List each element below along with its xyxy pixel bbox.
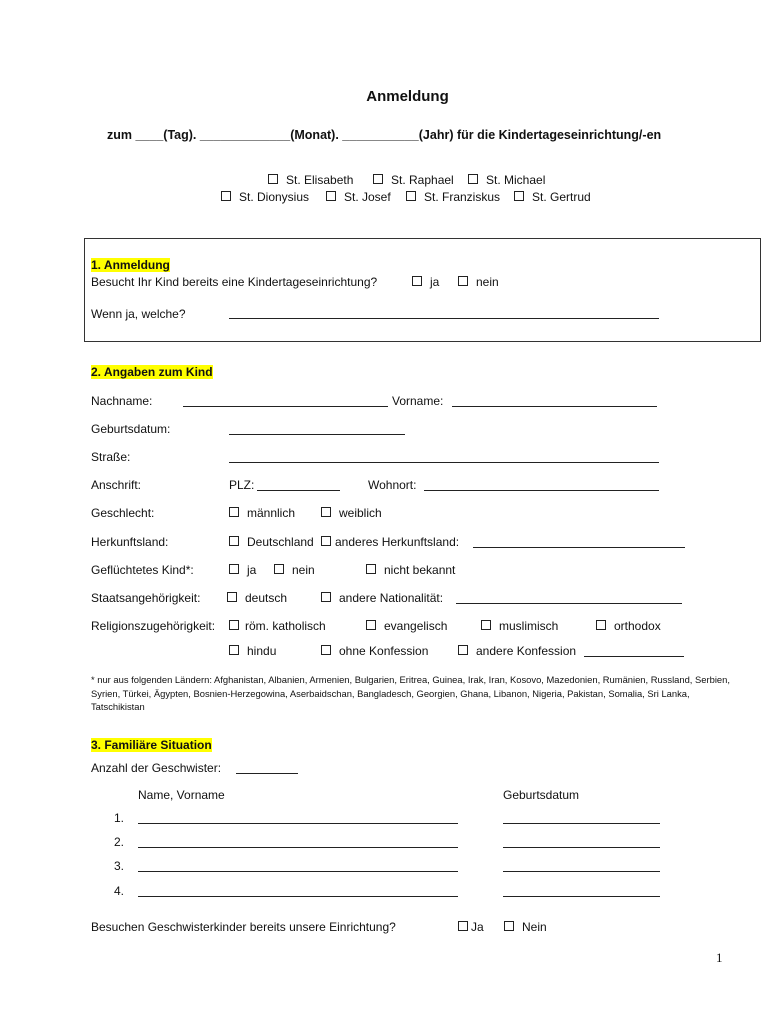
date-line-zum: zum ____(Tag). _____________(Monat). ___________(Jahr) xyxy=(107,128,454,142)
option-deutsch[interactable]: deutsch xyxy=(227,591,287,605)
option-anderes-herkunftsland[interactable]: anderes Herkunftsland: xyxy=(321,535,459,549)
konfession-field[interactable] xyxy=(584,656,684,657)
facility-label: St. Raphael xyxy=(391,173,454,187)
wohnort-label: Wohnort: xyxy=(368,478,417,492)
geburtsdatum-field[interactable] xyxy=(229,434,405,435)
checkbox-icon[interactable] xyxy=(229,564,239,574)
checkbox-icon[interactable] xyxy=(221,191,231,201)
sibling-row-number: 3. xyxy=(114,859,125,873)
option-andere-nationalitaet[interactable]: andere Nationalität: xyxy=(321,591,443,605)
checkbox-icon[interactable] xyxy=(321,507,331,517)
option-maennlich[interactable]: männlich xyxy=(229,506,295,520)
herkunftsland-label: Herkunftsland: xyxy=(91,535,169,549)
facility-label: St. Franziskus xyxy=(424,190,501,204)
option-hindu[interactable]: hindu xyxy=(229,644,276,658)
page-number: 1 xyxy=(716,950,723,965)
checkbox-icon[interactable] xyxy=(229,507,239,517)
geschwister-question: Besuchen Geschwisterkinder bereits unsere Einrichtung? xyxy=(91,920,396,934)
option-geschwister-ja[interactable]: Ja xyxy=(458,920,484,934)
checkbox-icon[interactable] xyxy=(227,592,237,602)
sibling-name-field[interactable] xyxy=(138,871,458,872)
gefluechtet-label: Geflüchtetes Kind*: xyxy=(91,563,194,577)
facility-st-raphael[interactable] xyxy=(373,173,454,187)
checkbox-icon[interactable] xyxy=(366,620,376,630)
option-gefluechtet-nein[interactable]: nein xyxy=(274,563,315,577)
anzahl-geschwister-label: Anzahl der Geschwister: xyxy=(91,761,222,775)
option-roem-katholisch[interactable]: röm. katholisch xyxy=(229,619,326,633)
sibling-name-field[interactable] xyxy=(138,896,458,897)
anzahl-geschwister-field[interactable] xyxy=(236,773,298,774)
strasse-label: Straße: xyxy=(91,450,131,464)
geschlecht-label: Geschlecht: xyxy=(91,506,155,520)
option-evangelisch[interactable]: evangelisch xyxy=(366,619,447,633)
checkbox-icon[interactable] xyxy=(229,620,239,630)
nachname-label: Nachname: xyxy=(91,394,153,408)
option-muslimisch[interactable]: muslimisch xyxy=(481,619,558,633)
which-facility-field[interactable] xyxy=(229,318,659,319)
checkbox-icon[interactable] xyxy=(458,645,468,655)
checkbox-icon[interactable] xyxy=(321,592,331,602)
date-line xyxy=(107,128,661,142)
sibling-name-field[interactable] xyxy=(138,823,458,824)
footnote: * nur aus folgenden Ländern: Afghanistan, Albanien, Armenien, Bulgarien, Eritrea, Guinea, Irak, Iran, Kosovo, Mazedonien, Rumänien, Russland, Serbien, Syrien, Türkei, Ägypten, Bosnien-Herzegowina, Aserbaidschan, Bangladesch, Georgien, Ghana, Libanon, Nigeria, Pakistan, Somalia, Sri Lanka, Tatschikistan xyxy=(91,674,730,712)
sibling-birth-field[interactable] xyxy=(503,847,660,848)
checkbox-icon[interactable] xyxy=(229,536,239,546)
sibling-row-number: 4. xyxy=(114,884,125,898)
sibling-birth-field[interactable] xyxy=(503,871,660,872)
col-name-header: Name, Vorname xyxy=(138,788,225,802)
anschrift-label: Anschrift: xyxy=(91,478,142,492)
vorname-field[interactable] xyxy=(452,406,657,407)
facility-st-franziskus[interactable] xyxy=(406,190,500,204)
facility-label: St. Michael xyxy=(486,173,546,187)
checkbox-icon[interactable] xyxy=(321,645,331,655)
option-ohne-konfession[interactable]: ohne Konfession xyxy=(321,644,428,658)
checkbox-icon[interactable] xyxy=(373,174,383,184)
checkbox-icon[interactable] xyxy=(229,645,239,655)
option-deutschland[interactable]: Deutschland xyxy=(229,535,314,549)
section1-box xyxy=(84,238,761,342)
checkbox-icon[interactable] xyxy=(596,620,606,630)
sibling-birth-field[interactable] xyxy=(503,896,660,897)
facility-st-gertrud[interactable] xyxy=(514,190,591,204)
section1-heading: 1. Anmeldung xyxy=(91,258,170,272)
nationalitaet-field[interactable] xyxy=(456,603,682,604)
checkbox-icon[interactable] xyxy=(406,191,416,201)
herkunftsland-field[interactable] xyxy=(473,547,685,548)
sibling-name-field[interactable] xyxy=(138,847,458,848)
religion-label: Religionszugehörigkeit: xyxy=(91,619,216,633)
checkbox-icon[interactable] xyxy=(458,276,468,286)
section3-heading: 3. Familiäre Situation xyxy=(91,738,212,752)
checkbox-icon[interactable] xyxy=(274,564,284,574)
facility-st-dionysius[interactable] xyxy=(221,190,309,204)
date-line-rest: für die Kindertageseinrichtung/-en xyxy=(453,128,662,142)
option-ja[interactable]: ja xyxy=(412,275,439,289)
checkbox-icon[interactable] xyxy=(412,276,422,286)
facility-st-elisabeth[interactable] xyxy=(268,173,353,187)
checkbox-icon[interactable] xyxy=(268,174,278,184)
staatsangehoerigkeit-label: Staatsangehörigkeit: xyxy=(91,591,201,605)
facility-label: St. Elisabeth xyxy=(286,173,354,187)
geburtsdatum-label: Geburtsdatum: xyxy=(91,422,171,436)
vorname-label: Vorname: xyxy=(392,394,444,408)
strasse-field[interactable] xyxy=(229,462,659,463)
which-facility-label: Wenn ja, welche? xyxy=(91,307,186,321)
plz-label: PLZ: xyxy=(229,478,255,492)
sibling-row-number: 2. xyxy=(114,835,125,849)
option-andere-konfession[interactable]: andere Konfession xyxy=(458,644,576,658)
checkbox-icon[interactable] xyxy=(481,620,491,630)
form-title: Anmeldung xyxy=(366,88,449,105)
facility-label: St. Gertrud xyxy=(532,190,591,204)
option-geschwister-nein[interactable]: Nein xyxy=(504,920,547,934)
checkbox-icon[interactable] xyxy=(468,174,478,184)
section1-question: Besucht Ihr Kind bereits eine Kindertageseinrichtung? xyxy=(91,275,378,289)
col-birth-header: Geburtsdatum xyxy=(503,788,580,802)
checkbox-icon[interactable] xyxy=(326,191,336,201)
plz-field[interactable] xyxy=(257,490,340,491)
checkbox-icon[interactable] xyxy=(504,921,514,931)
wohnort-field[interactable] xyxy=(424,490,659,491)
sibling-birth-field[interactable] xyxy=(503,823,660,824)
option-weiblich[interactable]: weiblich xyxy=(321,506,382,520)
checkbox-icon[interactable] xyxy=(366,564,376,574)
facility-st-josef[interactable] xyxy=(326,190,391,204)
option-orthodox[interactable]: orthodox xyxy=(596,619,661,633)
section2-heading: 2. Angaben zum Kind xyxy=(91,365,213,379)
checkbox-icon[interactable] xyxy=(458,921,468,931)
option-nein[interactable]: nein xyxy=(458,275,499,289)
facility-st-michael[interactable] xyxy=(468,173,545,187)
checkbox-icon[interactable] xyxy=(321,536,331,546)
checkbox-icon[interactable] xyxy=(514,191,524,201)
facility-label: St. Dionysius xyxy=(239,190,310,204)
nachname-field[interactable] xyxy=(183,406,388,407)
facility-label: St. Josef xyxy=(344,190,391,204)
option-nicht-bekannt[interactable]: nicht bekannt xyxy=(366,563,455,577)
option-gefluechtet-ja[interactable]: ja xyxy=(229,563,256,577)
sibling-row-number: 1. xyxy=(114,811,125,825)
